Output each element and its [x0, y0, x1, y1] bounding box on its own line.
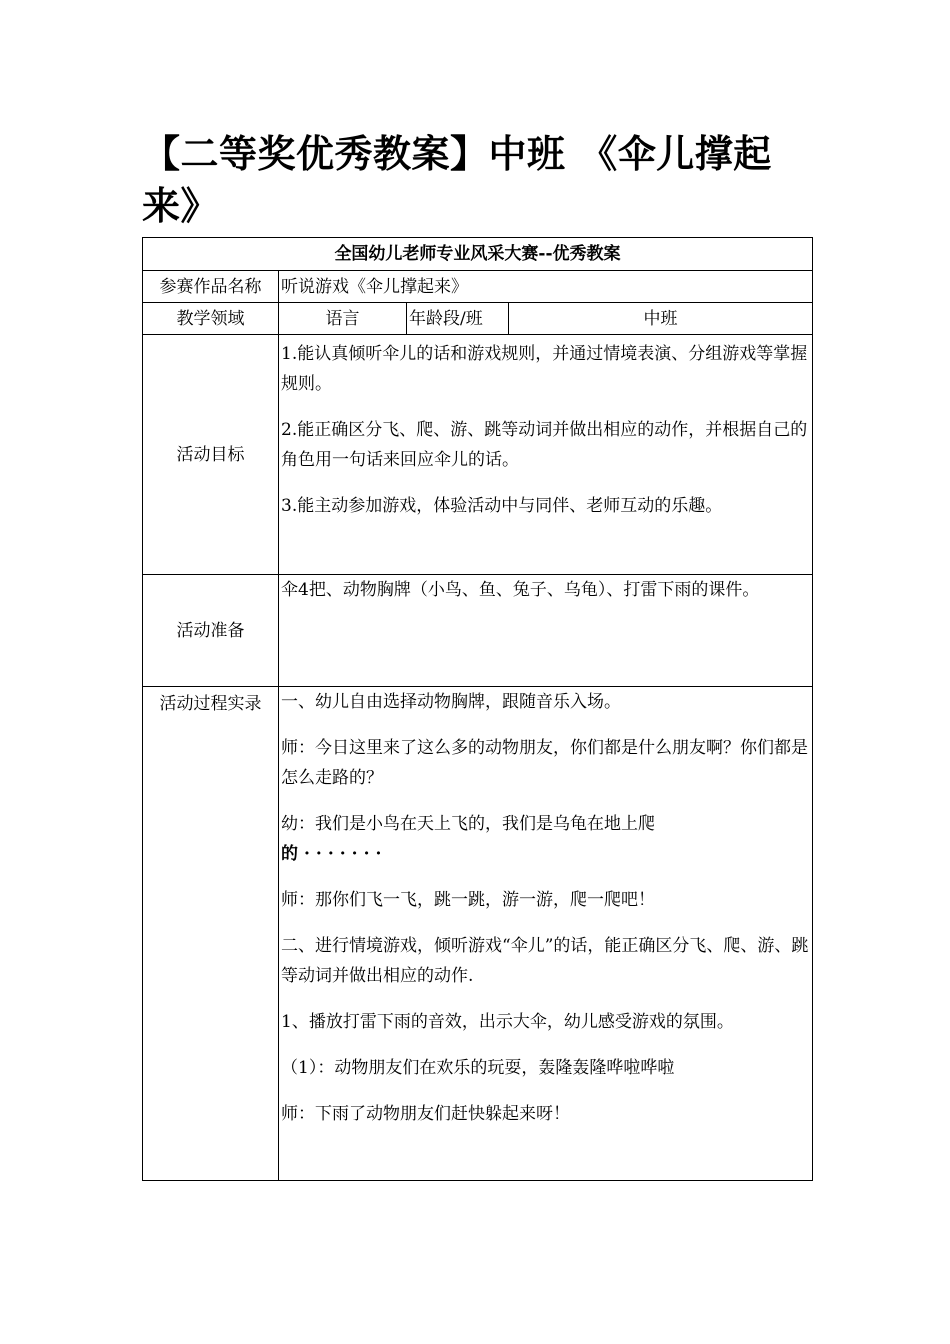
- goals-content: [279, 335, 813, 575]
- age-value: 中班: [509, 303, 813, 335]
- domain-value: 语言: [279, 303, 407, 335]
- lesson-plan-table: [142, 237, 813, 1181]
- goal-item: 3.能主动参加游戏，体验活动中与同伴、老师互动的乐趣。: [281, 496, 723, 516]
- goals-label: 活动目标: [143, 335, 279, 575]
- prep-label: 活动准备: [143, 575, 279, 687]
- goal-item: 1.能认真倾听伞儿的话和游戏规则，并通过情境表演、分组游戏等掌握规则。: [281, 344, 808, 394]
- document-title: 【二等奖优秀教案】中班 《伞儿撑起来》: [142, 132, 772, 228]
- domain-label: 教学领域: [143, 303, 279, 335]
- prep-text: 伞4把、动物胸牌（小鸟、鱼、兔子、乌龟）、打雷下雨的课件。: [281, 580, 760, 600]
- age-label: 年龄段/班: [407, 303, 509, 335]
- process-paragraph: 的·······: [281, 844, 388, 864]
- prep-value: [279, 575, 813, 687]
- process-paragraph: 师：下雨了动物朋友们赶快躲起来呀！: [281, 1104, 570, 1124]
- process-label: 活动过程实录: [143, 687, 279, 1181]
- process-paragraph: 1、播放打雷下雨的音效，出示大伞，幼儿感受游戏的氛围。: [281, 1012, 734, 1032]
- process-paragraph: 师：那你们飞一飞，跳一跳，游一游，爬一爬吧！: [281, 890, 655, 910]
- goal-item: 2.能正确区分飞、爬、游、跳等动词并做出相应的动作，并根据自己的角色用一句话来回应伞儿的话。: [281, 420, 808, 470]
- process-paragraph: 一、幼儿自由选择动物胸牌，跟随音乐入场。: [281, 692, 621, 712]
- process-paragraph: 师：今日这里来了这么多的动物朋友，你们都是什么朋友啊？你们都是怎么走路的？: [281, 738, 808, 788]
- process-content: [279, 687, 813, 1181]
- work-name-value: 听说游戏《伞儿撑起来》: [279, 271, 813, 303]
- table-header: 全国幼儿老师专业风采大赛--优秀教案: [143, 238, 813, 271]
- work-name-label: 参赛作品名称: [143, 271, 279, 303]
- process-paragraph: （1）：动物朋友们在欢乐的玩耍，轰隆轰隆哗啦哗啦: [281, 1058, 675, 1078]
- process-paragraph: 二、进行情境游戏，倾听游戏“伞儿”的话，能正确区分飞、爬、游、跳等动词并做出相应的动作.: [281, 936, 809, 986]
- process-paragraph: 幼：我们是小鸟在天上飞的，我们是乌龟在地上爬: [281, 814, 655, 834]
